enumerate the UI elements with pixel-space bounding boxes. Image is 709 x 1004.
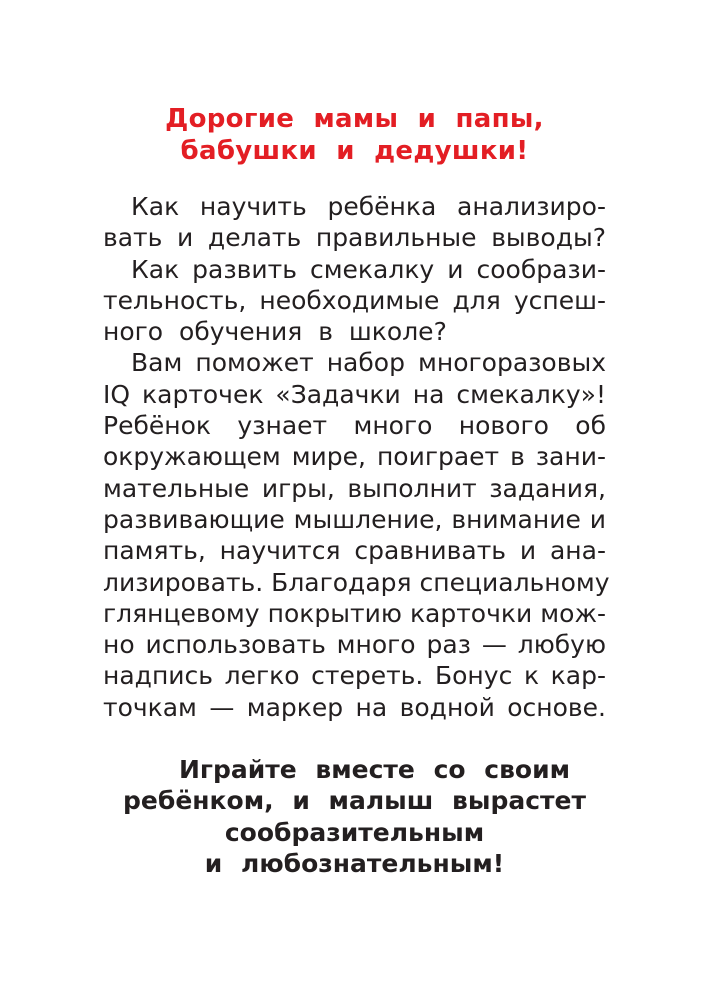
paragraph-2-line: ного обучения в школе?	[103, 317, 447, 347]
paragraph-3-line: мательные игры, выполнит задания,	[103, 473, 606, 503]
closing-line: сообразительным	[224, 817, 485, 847]
paragraph-3-line: надпись легко стереть. Бонус к кар-	[103, 661, 606, 691]
paragraph-1-line: вать и делать правильные выводы?	[103, 223, 606, 253]
page-title	[103, 104, 606, 167]
paragraph-3-line: развивающие мышление, внимание и	[103, 504, 606, 534]
title-line: бабушки и дедушки!	[180, 135, 529, 166]
paragraph-1-line: Как научить ребёнка анализиро-	[131, 192, 606, 221]
paragraph-3-line: но использовать много раз — любую	[103, 630, 606, 660]
paragraph-2-line: тельность, необходимые для успеш-	[103, 285, 606, 315]
paragraph-3-line: лизировать. Благодаря специальному	[103, 567, 610, 597]
paragraph-3-line: глянцевому покрытию карточки мож-	[103, 598, 606, 628]
closing-line: и любознательным!	[204, 848, 505, 878]
paragraph-3-line: память, научится сравнивать и ана-	[103, 536, 606, 566]
closing-message	[103, 754, 606, 879]
body-text	[103, 191, 610, 723]
paragraph-3-line: Вам поможет набор многоразовых	[131, 348, 606, 378]
paragraph-2-line: Как развить смекалку и сообрази-	[131, 254, 606, 284]
closing-line: Играйте вместе со своим	[178, 755, 571, 784]
paragraph-3-line: Ребёнок узнает много нового об	[103, 411, 606, 441]
paragraph-3-line: IQ карточек «Задачки на смекалку»!	[103, 379, 606, 409]
paragraph-3-line: окружающем мире, поиграет в зани-	[103, 442, 606, 472]
closing-line: ребёнком, и малыш вырастет	[123, 786, 586, 816]
title-line: Дорогие мамы и папы,	[165, 104, 544, 134]
paragraph-3-line: точкам — маркер на водной основе.	[103, 692, 606, 722]
